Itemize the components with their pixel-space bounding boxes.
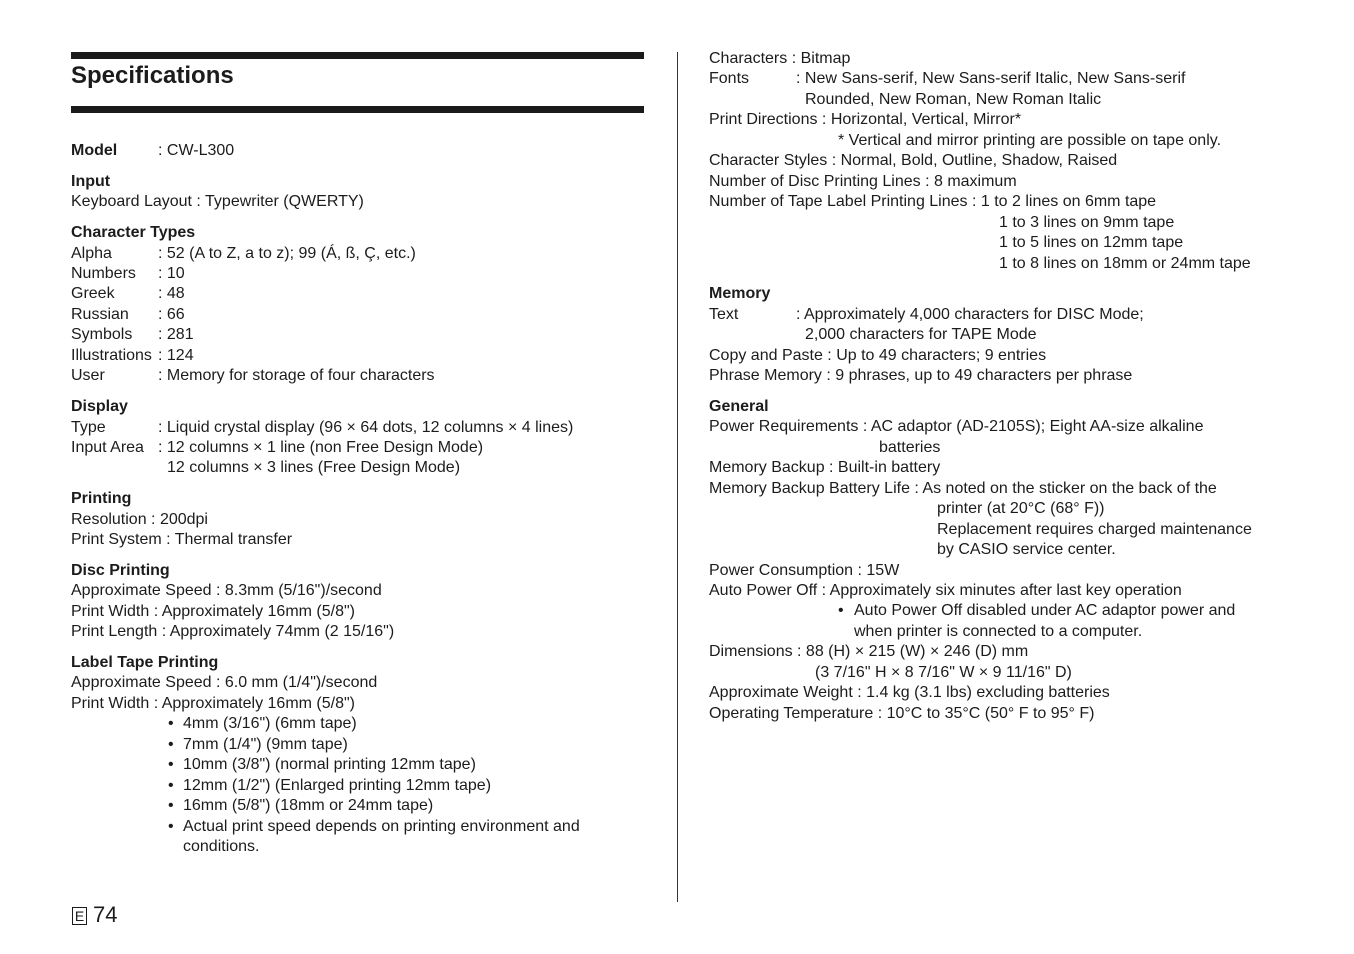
bullet-item: 10mm (3/8") (normal printing 12mm tape) (183, 756, 476, 773)
backup-battery-life-cont: by CASIO service center. (937, 541, 1116, 558)
memory-text-label: Text (709, 306, 739, 323)
bullet-icon: • (168, 715, 174, 732)
column-divider (677, 52, 678, 902)
operating-temperature: Operating Temperature : 10°C to 35°C (50° F to 95° F) (709, 705, 1095, 722)
backup-battery-life: Memory Backup Battery Life : As noted on the sticker on the back of the (709, 480, 1217, 497)
display-type-value: : Liquid crystal display (96 × 64 dots, 12 columns × 4 lines) (158, 419, 574, 436)
display-heading: Display (71, 398, 128, 415)
input-area-label: Input Area (71, 439, 144, 456)
memory-heading: Memory (709, 285, 771, 302)
char-type-value: : 10 (158, 265, 185, 282)
power-consumption: Power Consumption : 15W (709, 562, 900, 579)
bullet-item: 12mm (1/2") (Enlarged printing 12mm tape) (183, 777, 492, 794)
disc-speed: Approximate Speed : 8.3mm (5/16")/second (71, 582, 382, 599)
language-code-badge: E (72, 907, 87, 925)
auto-power-off: Auto Power Off : Approximately six minutes after last key operation (709, 582, 1182, 599)
fonts-value: : New Sans-serif, New Sans-serif Italic, New Sans-serif (796, 70, 1186, 87)
power-requirements-cont: batteries (879, 439, 941, 456)
approximate-weight: Approximate Weight : 1.4 kg (3.1 lbs) excluding batteries (709, 684, 1110, 701)
tape-printing-lines-more: 1 to 5 lines on 12mm tape (999, 234, 1184, 251)
char-type-label: Numbers (71, 265, 136, 282)
bullet-icon: • (168, 777, 174, 794)
dimensions-inches: (3 7/16" H × 8 7/16" W × 9 11/16" D) (815, 664, 1072, 681)
bullet-item: Actual print speed depends on printing environment and (183, 818, 580, 835)
input-area-value: 12 columns × 3 lines (Free Design Mode) (167, 459, 461, 476)
general-heading: General (709, 398, 769, 415)
power-requirements: Power Requirements : AC adaptor (AD-2105S); Eight AA-size alkaline (709, 418, 1204, 435)
bullet-icon: • (838, 602, 844, 619)
title-bottom-rule (71, 106, 644, 113)
fonts-label: Fonts (709, 70, 750, 87)
memory-text-value: 2,000 characters for TAPE Mode (805, 326, 1037, 343)
char-type-value: : 48 (158, 285, 185, 302)
char-type-value: : 52 (A to Z, a to z); 99 (Á, ß, Ç, etc.) (158, 245, 416, 262)
char-type-value: : 124 (158, 347, 194, 364)
char-type-label: Russian (71, 306, 129, 323)
char-type-label: Alpha (71, 245, 112, 262)
model-label: Model (71, 142, 118, 159)
page-title: Specifications (71, 62, 234, 89)
memory-text-value: : Approximately 4,000 characters for DISC Mode; (796, 306, 1144, 323)
input-heading: Input (71, 173, 111, 190)
char-type-label: User (71, 367, 105, 384)
memory-backup: Memory Backup : Built-in battery (709, 459, 941, 476)
bullet-icon: • (168, 818, 174, 835)
backup-battery-life-cont: printer (at 20°C (68° F)) (937, 500, 1105, 517)
char-type-value: : Memory for storage of four characters (158, 367, 435, 384)
dimensions: Dimensions : 88 (H) × 215 (W) × 246 (D) mm (709, 643, 1029, 660)
backup-battery-life-cont: Replacement requires charged maintenance (937, 521, 1252, 538)
char-type-label: Symbols (71, 326, 133, 343)
page-number: 74 (93, 902, 118, 927)
label-width: Print Width : Approximately 16mm (5/8") (71, 695, 355, 712)
auto-power-off-note: Auto Power Off disabled under AC adaptor power and (854, 602, 1236, 619)
copy-and-paste: Copy and Paste : Up to 49 characters; 9 entries (709, 347, 1047, 364)
bullet-item: 7mm (1/4") (9mm tape) (183, 736, 348, 753)
keyboard-layout: Keyboard Layout : Typewriter (QWERTY) (71, 193, 364, 210)
bullet-item-continued: conditions. (183, 838, 260, 855)
display-type-label: Type (71, 419, 106, 436)
auto-power-off-note: when printer is connected to a computer. (854, 623, 1143, 640)
print-system: Print System : Thermal transfer (71, 531, 293, 548)
resolution: Resolution : 200dpi (71, 511, 208, 528)
char-type-value: : 281 (158, 326, 194, 343)
tape-printing-lines-more: 1 to 3 lines on 9mm tape (999, 214, 1175, 231)
bullet-item: 16mm (5/8") (18mm or 24mm tape) (183, 797, 434, 814)
print-directions-note: * Vertical and mirror printing are possible on tape only. (838, 132, 1222, 149)
character-styles: Character Styles : Normal, Bold, Outline, Shadow, Raised (709, 152, 1118, 169)
fonts-value: Rounded, New Roman, New Roman Italic (805, 91, 1102, 108)
tape-printing-lines-more: 1 to 8 lines on 18mm or 24mm tape (999, 255, 1251, 272)
printing-heading: Printing (71, 490, 132, 507)
bullet-item: 4mm (3/16") (6mm tape) (183, 715, 357, 732)
disc-length: Print Length : Approximately 74mm (2 15/16") (71, 623, 395, 640)
title-top-rule (71, 52, 644, 59)
char-type-label: Greek (71, 285, 115, 302)
bullet-icon: • (168, 736, 174, 753)
tape-printing-lines: Number of Tape Label Printing Lines : 1 to 2 lines on 6mm tape (709, 193, 1157, 210)
print-directions: Print Directions : Horizontal, Vertical, Mirror* (709, 111, 1022, 128)
input-area-value: : 12 columns × 1 line (non Free Design Mode) (158, 439, 484, 456)
model-value: : CW-L300 (158, 142, 235, 159)
char-type-value: : 66 (158, 306, 185, 323)
label-speed: Approximate Speed : 6.0 mm (1/4")/second (71, 674, 378, 691)
character-types-heading: Character Types (71, 224, 196, 241)
phrase-memory: Phrase Memory : 9 phrases, up to 49 characters per phrase (709, 367, 1133, 384)
bullet-icon: • (168, 797, 174, 814)
bullet-icon: • (168, 756, 174, 773)
disc-printing-lines: Number of Disc Printing Lines : 8 maximum (709, 173, 1017, 190)
label-tape-heading: Label Tape Printing (71, 654, 219, 671)
disc-printing-heading: Disc Printing (71, 562, 170, 579)
char-type-label: Illustrations (71, 347, 152, 364)
disc-width: Print Width : Approximately 16mm (5/8") (71, 603, 355, 620)
characters: Characters : Bitmap (709, 50, 851, 67)
